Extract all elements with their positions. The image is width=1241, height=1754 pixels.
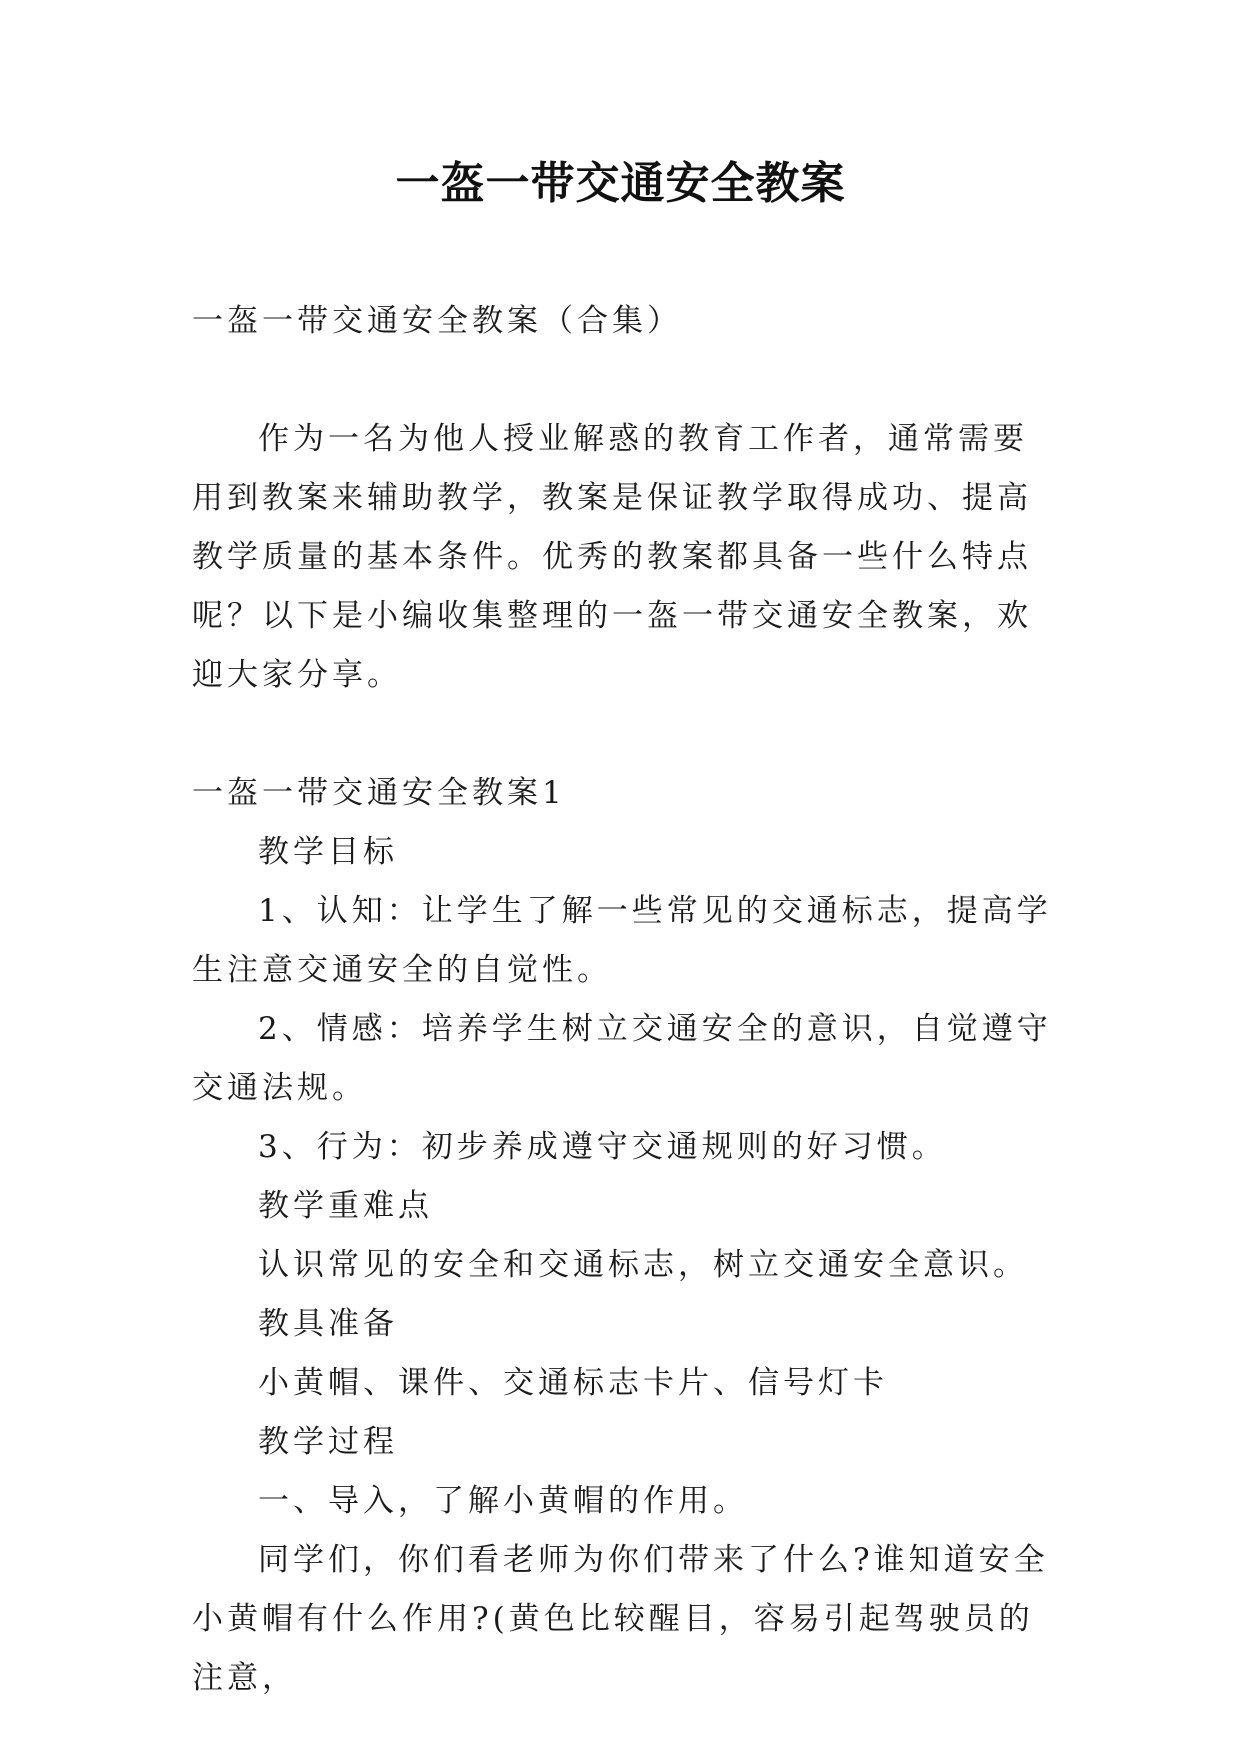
section-heading: 一盔一带交通安全教案1 [192, 775, 566, 811]
key-points-text: 认识常见的安全和交通标志，树立交通安全意识。 [258, 1247, 1028, 1283]
materials-text: 小黄帽、课件、交通标志卡片、信号灯卡 [258, 1365, 888, 1401]
goal-cognition: 1、认知：让学生了解一些常见的交通标志，提高学生注意交通安全的自觉性。 [192, 893, 1052, 988]
document-subtitle: 一盔一带交通安全教案（合集） [192, 303, 682, 339]
heading-process: 教学过程 [258, 1424, 398, 1460]
heading-teaching-goals: 教学目标 [258, 834, 398, 870]
intro-paragraph: 作为一名为他人授业解惑的教育工作者，通常需要用到教案来辅助教学，教案是保证教学取得成功、提高教学质量的基本条件。优秀的教案都具备一些什么特点呢？以下是小编收集整理的一盔一带交通安全教案，欢迎大家分享。 [192, 421, 1032, 693]
process-step-1-text: 同学们，你们看老师为你们带来了什么?谁知道安全小黄帽有什么作用?(黄色比较醒目，容易引起驾驶员的注意， [192, 1542, 1049, 1696]
heading-key-points: 教学重难点 [258, 1188, 433, 1224]
heading-materials: 教具准备 [258, 1306, 398, 1342]
document-title: 一盔一带交通安全教案 [395, 158, 846, 209]
goal-behavior: 3、行为：初步养成遵守交通规则的好习惯。 [258, 1129, 947, 1165]
goal-emotion: 2、情感：培养学生树立交通安全的意识，自觉遵守交通法规。 [192, 1011, 1052, 1106]
document-body [192, 292, 1052, 1708]
process-step-1: 一、导入，了解小黄帽的作用。 [258, 1483, 748, 1519]
